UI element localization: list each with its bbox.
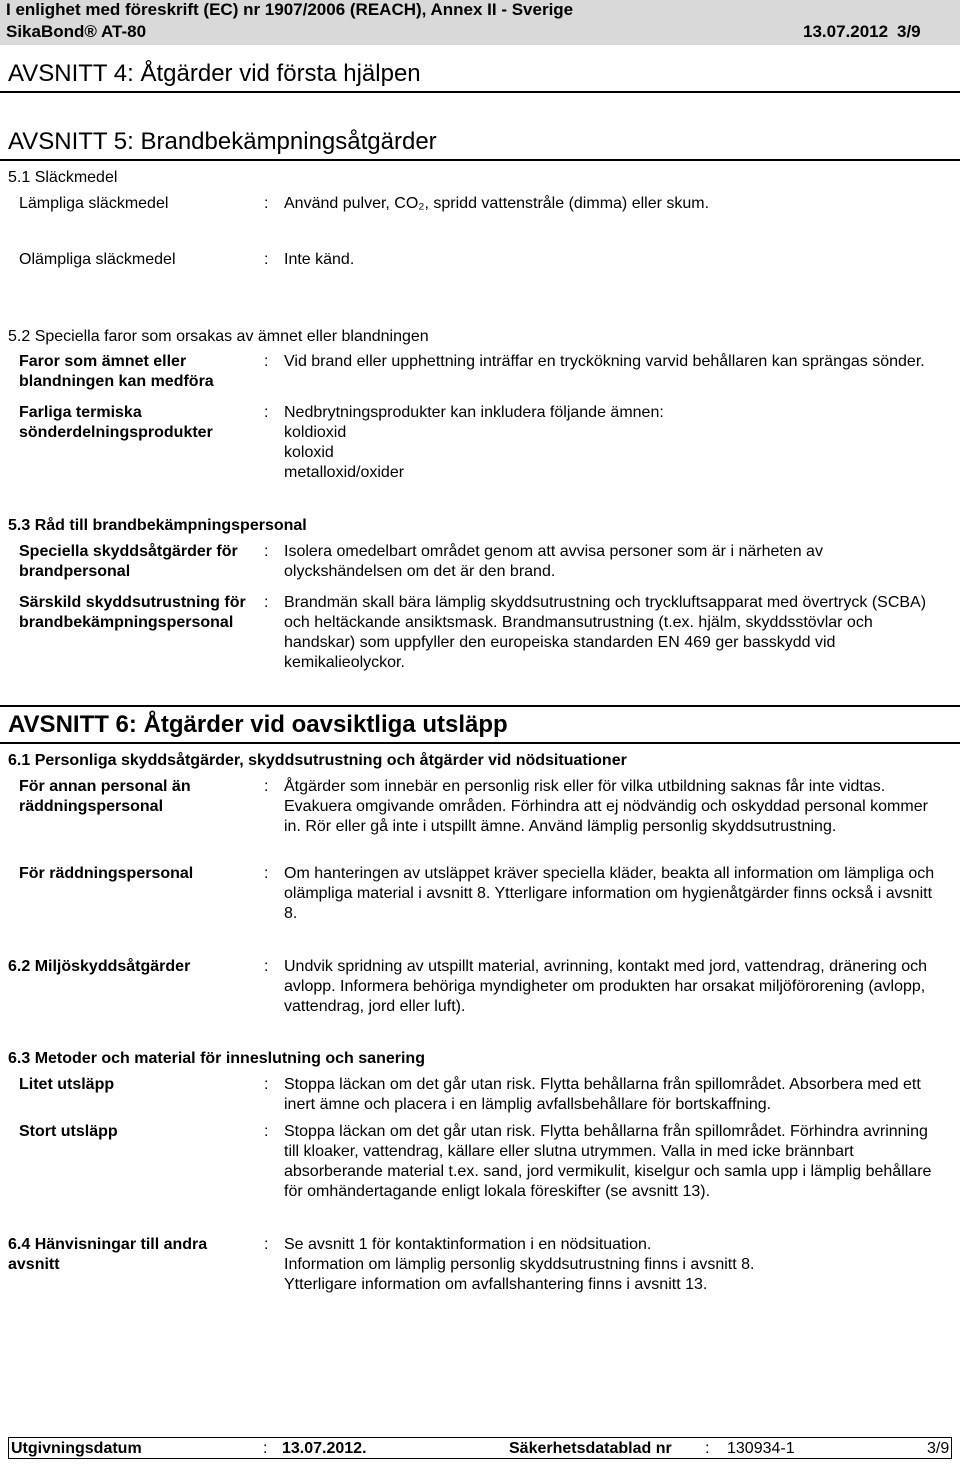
subsection-6-4-label: 6.4 Hänvisningar till andra avsnitt [8, 1236, 208, 1273]
subsection-6-2-label: 6.2 Miljöskyddsåtgärder [8, 958, 191, 975]
field-label: Speciella skyddsåtgärder för brandpersonal [19, 543, 238, 580]
colon: : [264, 865, 269, 882]
footer-sds-number: 130934-1 [727, 1440, 795, 1457]
list-line: Information om lämplig personlig skyddsutrustning finns i avsnitt 8. [284, 1256, 755, 1273]
colon: : [263, 1440, 268, 1457]
field-label: Stort utsläpp [19, 1123, 118, 1140]
field-value: Stoppa läckan om det går utan risk. Flytta behållarna från spillområdet. Absorbera med ett inert ämne och placera i en lämplig avfallsbehållare för bortskaffning. [284, 1076, 921, 1113]
field-value: Isolera omedelbart området genom att avvisa personer som är i närheten av olyckshändelsen om det är den brand. [284, 543, 823, 580]
footer-issue-date: 13.07.2012. [282, 1440, 367, 1457]
field-value: Undvik spridning av utspillt material, avrinning, kontakt med jord, vattendrag, dränering och avlopp. Informera behöriga myndigheter om produkten har orsakat miljöförorening (avlopp, vattendrag, jord eller luft). [284, 958, 927, 1015]
colon: : [264, 1236, 269, 1253]
field-label: Särskild skyddsutrustning för brandbekämpningspersonal [19, 594, 246, 631]
field-value-list [284, 1235, 944, 1295]
field-value: Åtgärder som innebär en personlig risk eller för vilka utbildning saknas får inte vidtas. Evakuera omgivande områden. Förhindra att ej nödvändig och oskyddad personal kommer in. Rör eller gå inte i utspillt ämne. Använd lämplig personlig skyddsutrustning. [284, 778, 928, 835]
field-label: För annan personal än räddningspersonal [19, 778, 191, 815]
list-line: Se avsnitt 1 för kontaktinformation i en nödsituation. [284, 1236, 652, 1253]
header-page: 3/9 [897, 22, 921, 41]
section-divider [0, 705, 960, 707]
list-line: koloxid [284, 444, 334, 461]
product-name: SikaBond® AT-80 [6, 22, 147, 41]
subsection-6-1-heading: 6.1 Personliga skyddsåtgärder, skyddsutrustning och åtgärder vid nödsituationer [8, 752, 627, 769]
section4-title: AVSNITT 4: Åtgärder vid första hjälpen [8, 60, 421, 87]
footer-issue-label: Utgivningsdatum [11, 1440, 142, 1457]
field-label: Faror som ämnet eller blandningen kan medföra [19, 353, 214, 390]
colon: : [264, 778, 269, 795]
subsection-5-3-heading: 5.3 Råd till brandbekämpningspersonal [8, 517, 307, 534]
subsection-6-3-heading: 6.3 Metoder och material för inneslutning och sanering [8, 1050, 425, 1067]
subsection-5-1-heading: 5.1 Släckmedel [8, 169, 118, 186]
section5-title: AVSNITT 5: Brandbekämpningsåtgärder [8, 128, 437, 155]
field-value: Brandmän skall bära lämplig skyddsutrustning och tryckluftsapparat med övertryck (SCBA) och heltäckande ansiktsmask. Brandmansutrustning (t.ex. hjälm, skyddsstövlar och handskar) som uppfyller den europeiska standarden EN 469 ger basskydd vid kemikalieolyckor. [284, 594, 927, 671]
field-value: Vid brand eller upphettning inträffar en tryckökning varvid behållaren kan sprängas sönder. [284, 353, 925, 370]
colon: : [705, 1440, 710, 1457]
field-value: Inte känd. [284, 251, 355, 268]
list-line: koldioxid [284, 424, 347, 441]
field-value: Använd pulver, CO₂, spridd vattenstråle (dimma) eller skum. [284, 195, 710, 212]
section-divider [0, 159, 960, 161]
field-label: Lämpliga släckmedel [19, 195, 169, 212]
field-label: Litet utsläpp [19, 1076, 115, 1093]
section-divider [0, 91, 960, 93]
section-divider [0, 742, 960, 744]
colon: : [264, 1123, 269, 1140]
list-line: Ytterligare information om avfallshantering finns i avsnitt 13. [284, 1276, 708, 1293]
colon: : [264, 958, 269, 975]
colon: : [264, 251, 269, 268]
field-label: För räddningspersonal [19, 865, 194, 882]
colon: : [264, 594, 269, 611]
document-footer [8, 1437, 952, 1459]
colon: : [264, 195, 269, 212]
field-label: Olämpliga släckmedel [19, 251, 176, 268]
field-value: Stoppa läckan om det går utan risk. Flytta behållarna från spillområdet. Förhindra avrinning till kloaker, vattendrag, källare eller slutna utrymmen. Valla in med icke brännbart absorberande material t.ex. sand, jord vermikulit, kiselgur och samla upp i lämplig behållare för omhändertagande enligt lokala föreskifter (se avsnitt 13). [284, 1123, 932, 1200]
list-line: metalloxid/oxider [284, 464, 405, 481]
regulation-text: I enlighet med föreskrift (EC) nr 1907/2006 (REACH), Annex II - Sverige [6, 0, 574, 19]
field-label: Farliga termiska sönderdelningsprodukter [19, 404, 213, 441]
list-line: Nedbrytningsprodukter kan inkludera följande ämnen: [284, 404, 664, 421]
colon: : [264, 543, 269, 560]
colon: : [264, 1076, 269, 1093]
field-value: Om hanteringen av utsläppet kräver speciella kläder, beakta all information om lämpliga och olämpliga material i avsnitt 8. Ytterligare information om hygienåtgärder finns också i avsnitt 8. [284, 865, 935, 922]
footer-sds-label: Säkerhetsdatablad nr [509, 1440, 672, 1457]
footer-page: 3/9 [927, 1440, 950, 1457]
field-value-list [284, 403, 944, 483]
colon: : [264, 353, 269, 370]
header-date: 13.07.2012 [803, 22, 889, 41]
subsection-5-2-heading: 5.2 Speciella faror som orsakas av ämnet eller blandningen [8, 328, 429, 345]
colon: : [264, 404, 269, 421]
section6-title: AVSNITT 6: Åtgärder vid oavsiktliga utsläpp [8, 711, 508, 738]
document-header [0, 0, 960, 45]
